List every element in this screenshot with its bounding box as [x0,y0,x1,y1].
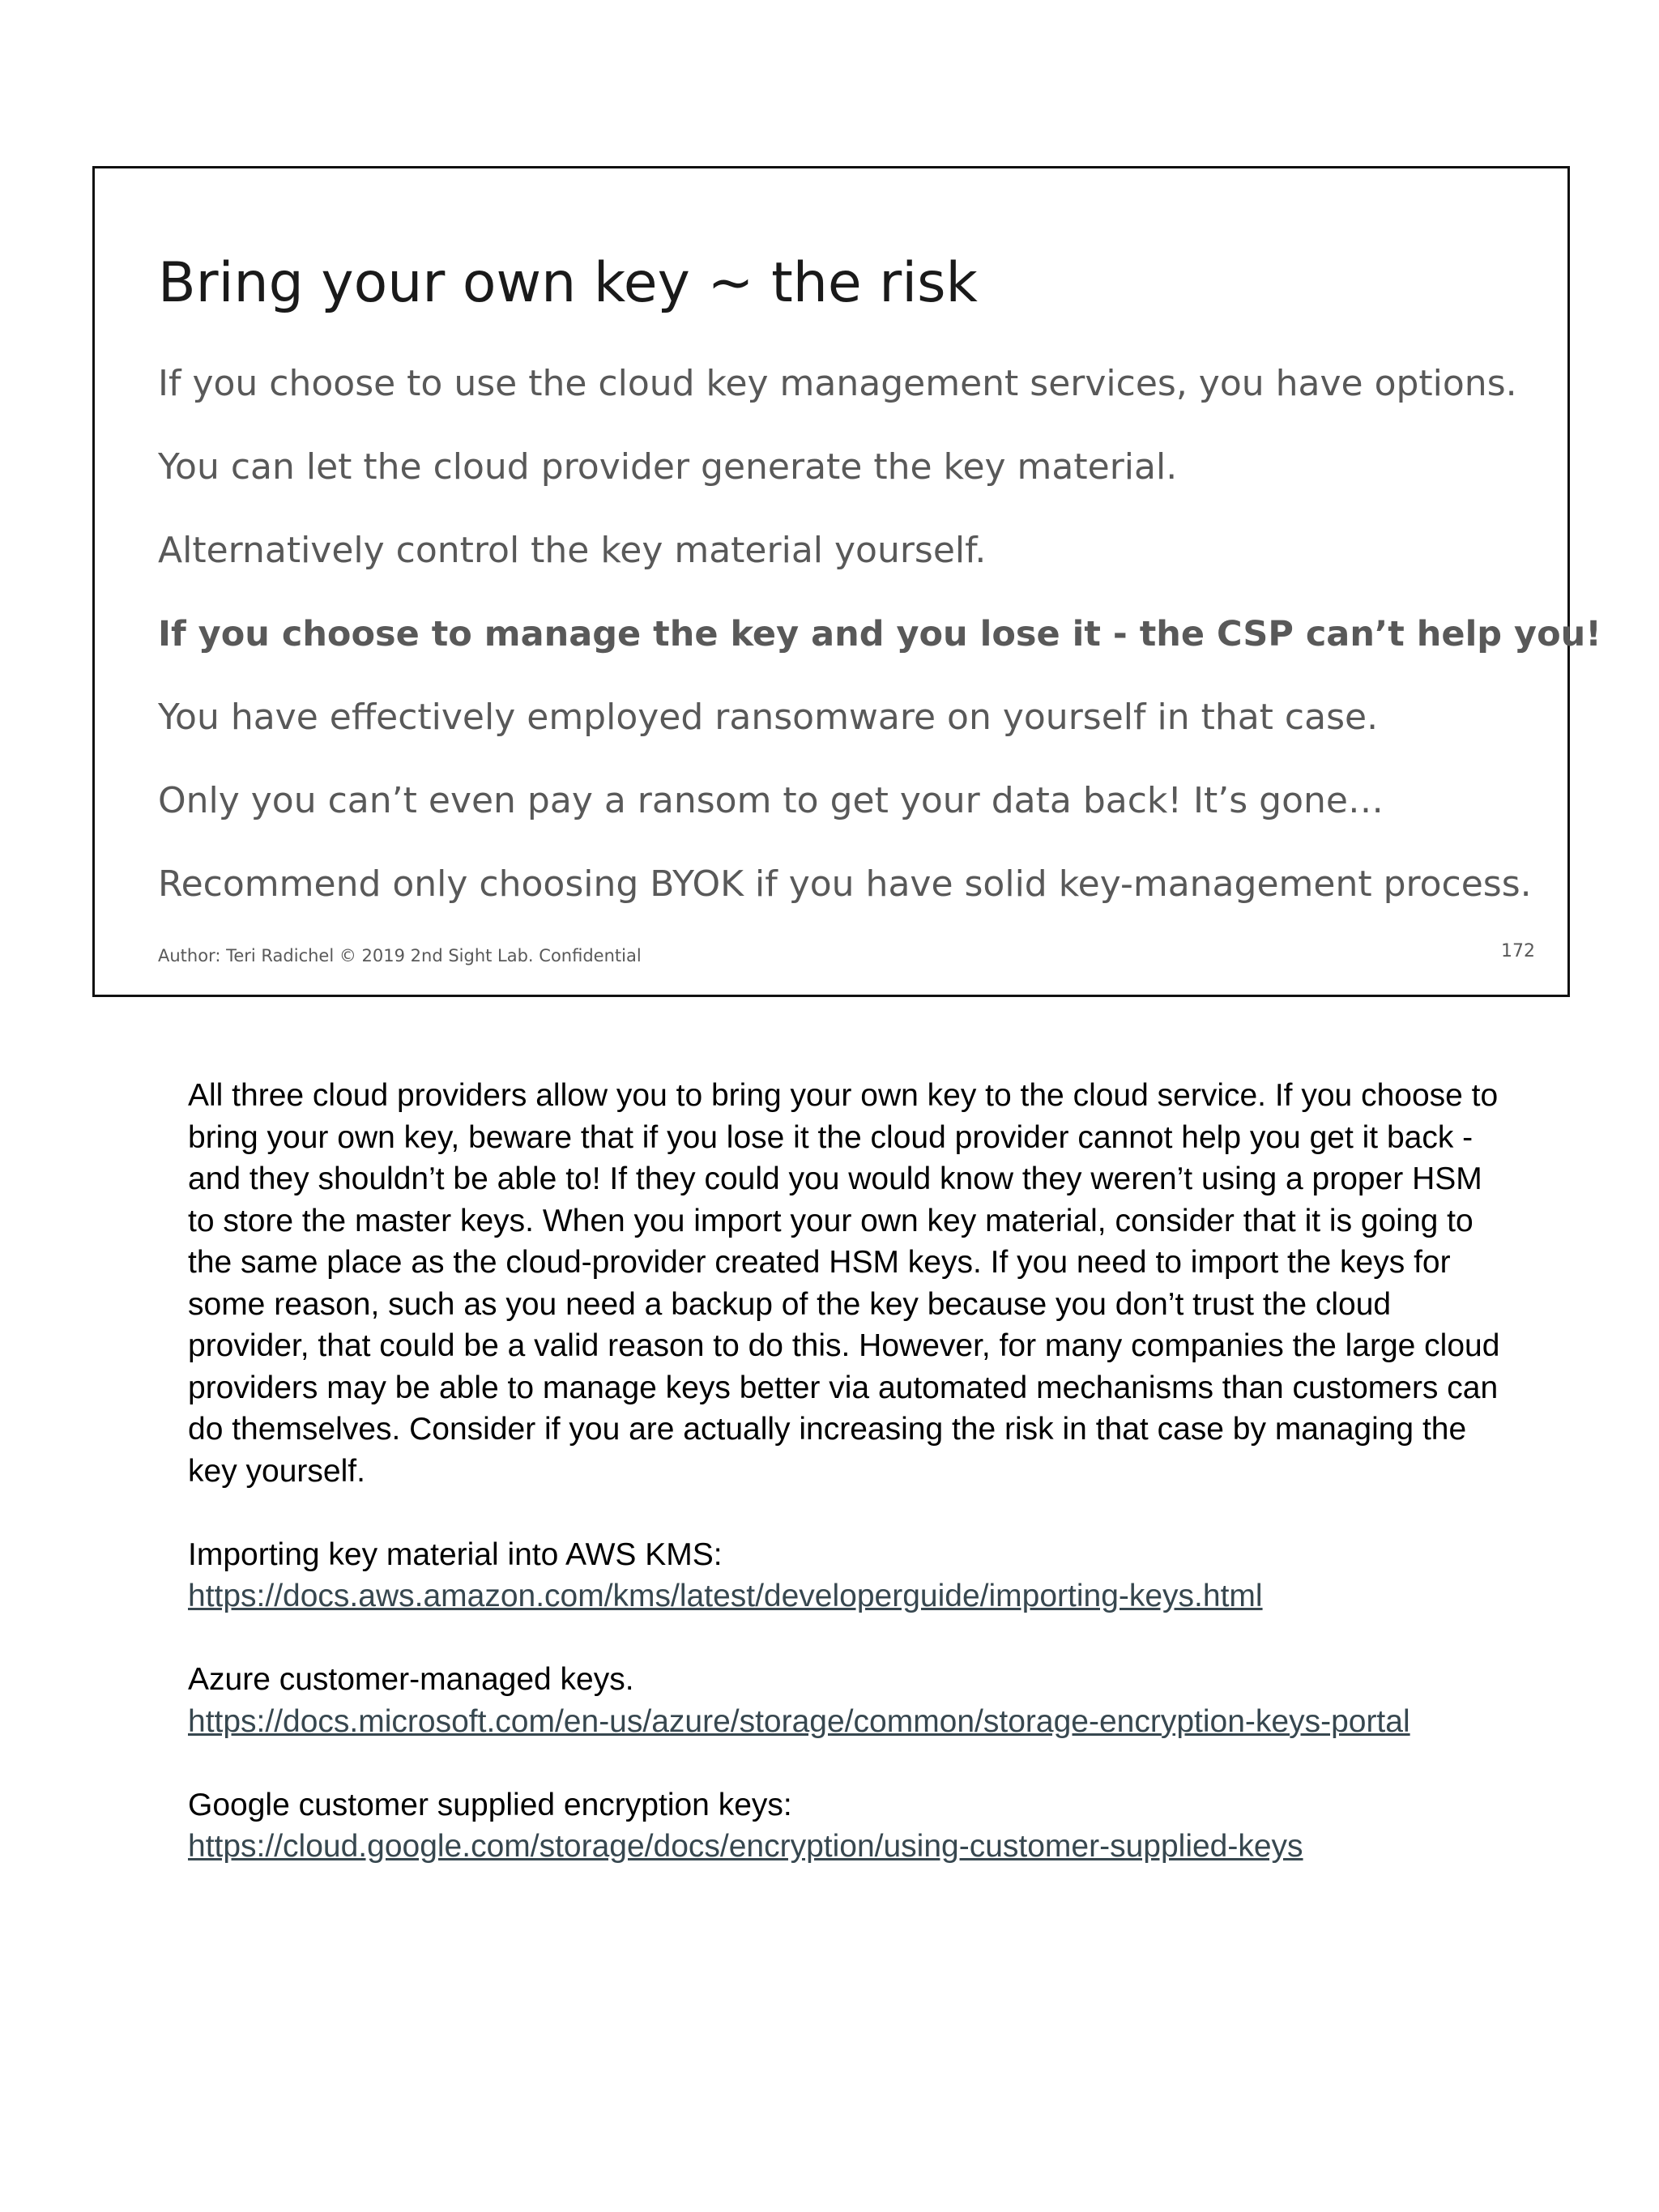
slide-line-emphasis: If you choose to manage the key and you lose it - the CSP can’t help you! [158,614,1601,654]
reference-label: Importing key material into AWS KMS: [188,1536,723,1572]
speaker-notes [188,1075,1500,1909]
reference-link[interactable]: https://cloud.google.com/storage/docs/encryption/using-customer-supplied-keys [188,1829,1303,1864]
slide-line: Recommend only choosing BYOK if you have solid key-management process. [158,863,1532,905]
slide-title: Bring your own key ~ the risk [158,251,978,315]
reference-aws [188,1534,1500,1617]
reference-link[interactable]: https://docs.microsoft.com/en-us/azure/storage/common/storage-encryption-keys-portal [188,1703,1410,1739]
slide-line: If you choose to use the cloud key management services, you have options. [158,363,1517,404]
slide-line: You have effectively employed ransomware on yourself in that case. [158,697,1379,738]
reference-azure [188,1659,1500,1742]
slide-line: Alternatively control the key material yourself. [158,530,987,571]
reference-label: Google customer supplied encryption keys: [188,1787,792,1822]
reference-google [188,1784,1500,1868]
slide-body [158,360,1601,944]
slide-frame [92,166,1601,997]
reference-label: Azure customer-managed keys. [188,1662,634,1697]
notes-paragraph: All three cloud providers allow you to bring your own key to the cloud service. If you choose to bring your own key, beware that if you lose it the cloud provider cannot help you get it back - and they shouldn’t be able to! If they could you would know they weren’t using a proper HSM to store the master keys. When you import your own key material, consider that it is going to the same place as the cloud-provider created HSM keys. If you need to import the keys for some reason, such as you need a backup of the key because you don’t trust the cloud provider, that could be a valid reason to do this. However, for many companies the large cloud providers may be able to manage keys better via automated mechanisms than customers can do themselves. Consider if you are actually increasing the risk in that case by managing the key yourself. [188,1078,1500,1489]
slide-line: You can let the cloud provider generate the key material. [158,446,1178,488]
slide-page-number: 172 [1501,941,1535,961]
slide-line: Only you can’t even pay a ransom to get your data back! It’s gone… [158,780,1384,821]
reference-link[interactable]: https://docs.aws.amazon.com/kms/latest/developerguide/importing-keys.html [188,1579,1263,1613]
slide-footer: Author: Teri Radichel © 2019 2nd Sight Lab. Confidential [158,946,642,965]
